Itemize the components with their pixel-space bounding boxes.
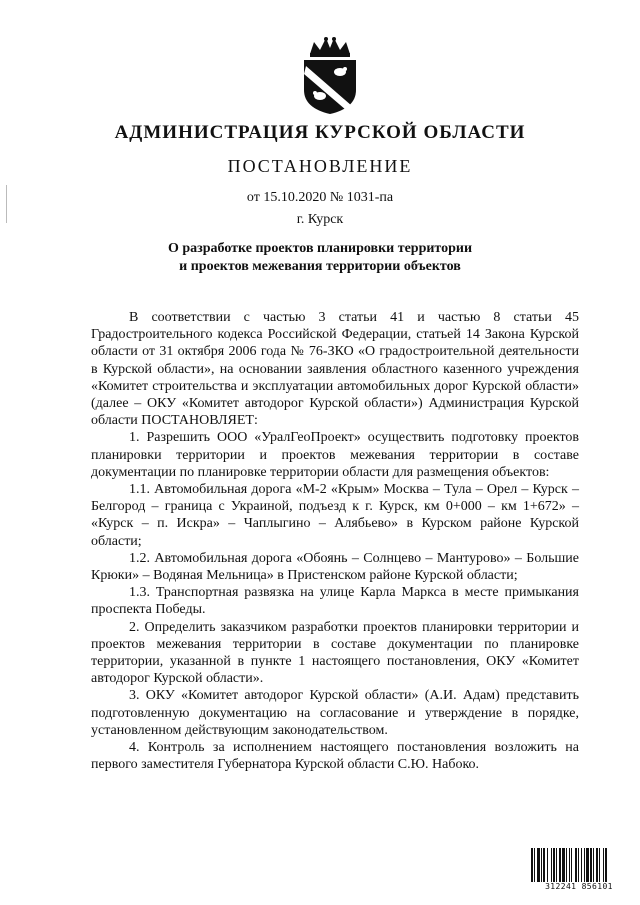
body-paragraph-item-4: 4. Контроль за исполнением настоящего постановления возложить на первого заместителя Губернатора Курской области С.Ю. Набоко. (91, 740, 579, 773)
kursk-coat-of-arms-icon (296, 36, 364, 116)
document-body (91, 309, 579, 773)
barcode-icon (531, 848, 627, 882)
document-title (0, 240, 640, 276)
document-title-line-1: О разработке проектов планировки территории (167, 241, 473, 256)
document-title-line-2: и проектов межевания территории объектов (179, 259, 461, 274)
body-paragraph-item-2: 2. Определить заказчиком разработки проектов планировки территории и проектов межевания территории в составе документации по планировке территории, указанной в пункте 1 настоящего постановления, ОКУ «Комитет автодорог Курской области». (91, 619, 579, 687)
document-date-number: от 15.10.2020 № 1031-па (246, 190, 394, 205)
body-paragraph-preamble: В соответствии с частью 3 статьи 41 и частью 8 статьи 45 Градостроительного кодекса Российской Федерации, статьей 14 Закона Курской области от 31 октября 2006 года № 76-ЗКО «О градостроительной деятельности в Курской области», на основании заявления областного казенного учреждения «Комитет строительства и эксплуатации автомобильных дорог Курской области» (далее – ОКУ «Комитет автодорог Курской области») Администрация Курской области ПОСТАНОВЛЯЕТ: (91, 310, 579, 429)
barcode-number: 312241 856101 (545, 882, 613, 891)
body-paragraph-item-1-1: 1.1. Автомобильная дорога «М-2 «Крым» Москва – Тула – Орел – Курск – Белгород – граница с Украиной, подъезд к г. Курск, км 0+000 – км 1+672» – «Курск – п. Искра» – Чаплыгино – Алябьево» в Курском районе Курской области; (91, 482, 579, 549)
document-type: ПОСТАНОВЛЕНИЕ (227, 156, 413, 176)
body-paragraph-item-3: 3. ОКУ «Комитет автодорог Курской области» (А.И. Адам) представить подготовленную документацию на согласование и утверждение в порядке, установленном действующим законодательством. (91, 688, 579, 738)
barcode (531, 848, 627, 892)
body-paragraph-item-1-2: 1.2. Автомобильная дорога «Обоянь – Солнцево – Мантурово» – Большие Крюки» – Водяная Мельница» в Пристенском районе Курской области; (91, 550, 579, 584)
body-paragraph-item-1-3: 1.3. Транспортная развязка на улице Карла Маркса в месте примыкания проспекта Победы. (91, 585, 579, 618)
body-paragraph-item-1: 1. Разрешить ООО «УралГеоПроект» осуществить подготовку проектов планировки территории и проектов межевания территории в составе документации по планировке территории области для размещения объектов: (91, 430, 579, 480)
document-city: г. Курск (296, 212, 344, 227)
organization-name: АДМИНИСТРАЦИЯ КУРСКОЙ ОБЛАСТИ (114, 122, 526, 143)
